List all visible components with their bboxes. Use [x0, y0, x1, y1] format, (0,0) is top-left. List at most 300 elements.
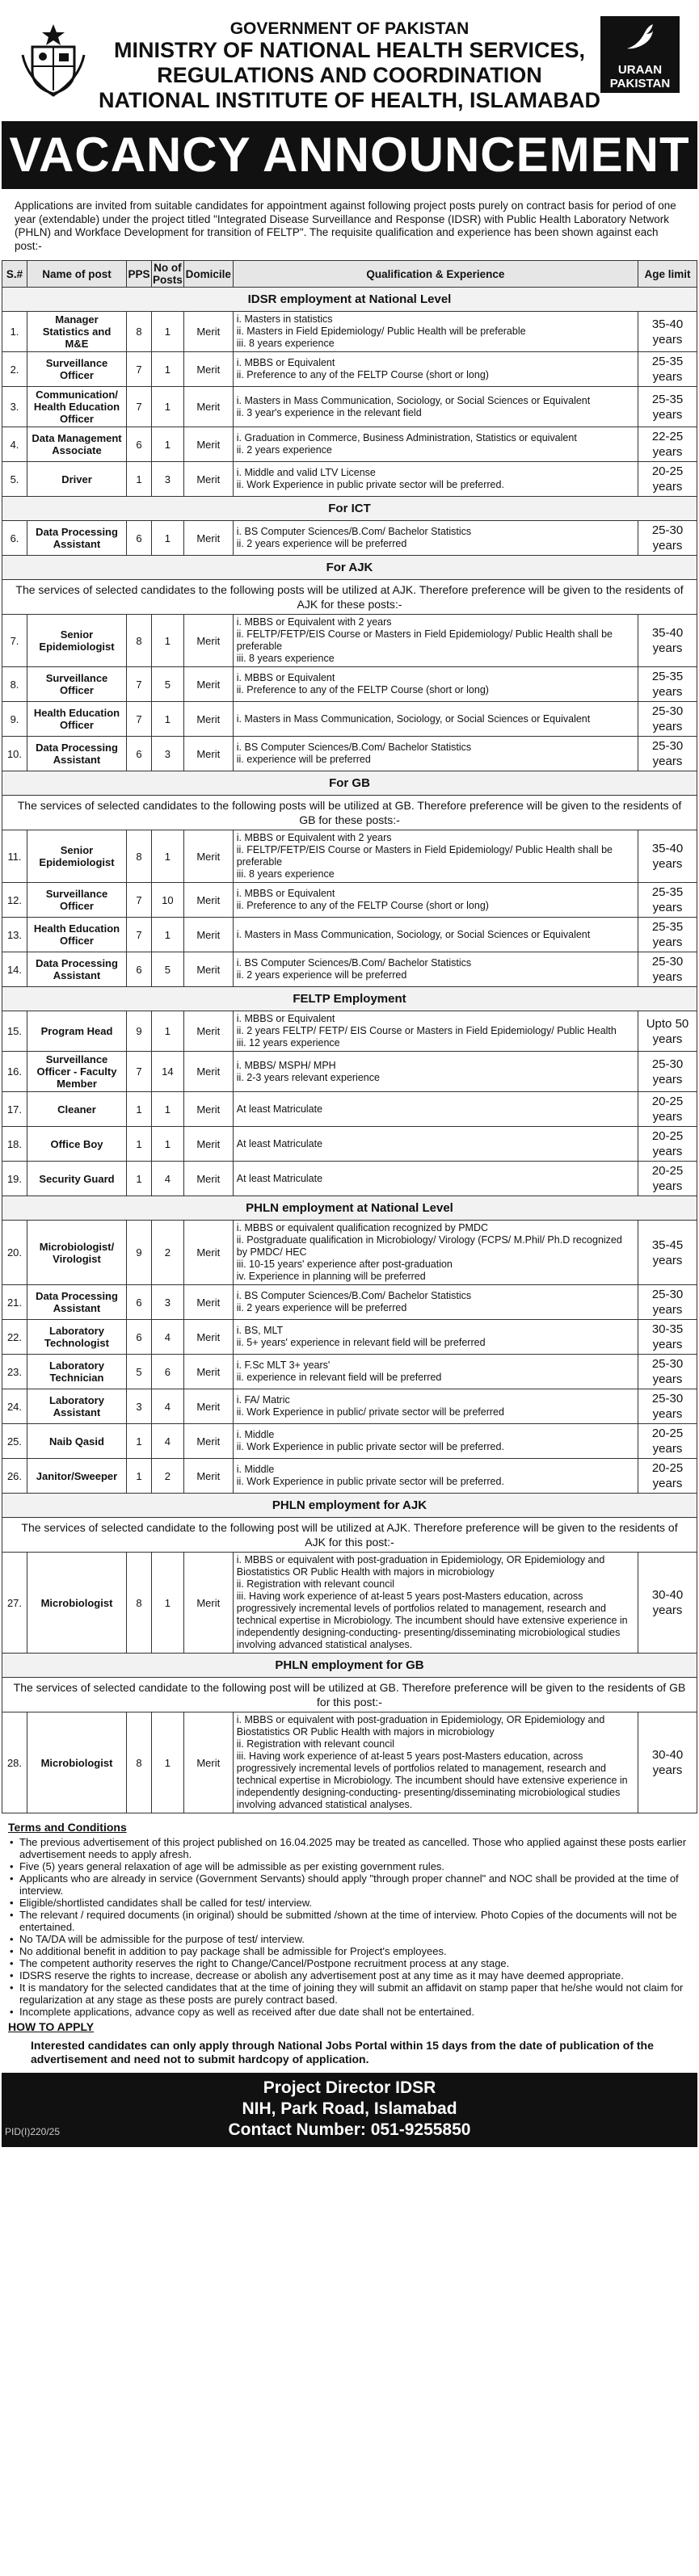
qualification-line: i. MBBS or Equivalent with 2 years	[236, 832, 392, 843]
cell-post-name: Cleaner	[27, 1092, 127, 1127]
cell-domicile: Merit	[183, 952, 233, 987]
terms-item: • It is mandatory for the selected candidates that at the time of joining they will submit an affidavit on stamp paper that he/she would not claim for regularization at any stage as these posts are purely contract based.	[19, 1981, 691, 2006]
cell-post-name: Naib Qasid	[27, 1424, 127, 1459]
qualification-line: i. Middle and valid LTV License	[236, 467, 376, 478]
cell-sno: 21.	[2, 1285, 27, 1320]
cell-post-name: Janitor/Sweeper	[27, 1459, 127, 1494]
cell-no-of-posts: 4	[152, 1424, 184, 1459]
qualification-line: ii. FELTP/FETP/EIS Course or Masters in Field Epidemiology/ Public Health shall be preferable	[236, 628, 613, 652]
cell-age-limit: 25-30 years	[638, 952, 697, 987]
cell-domicile: Merit	[183, 1127, 233, 1162]
table-row	[2, 1221, 697, 1285]
cell-domicile: Merit	[183, 1011, 233, 1052]
table-row	[2, 1553, 697, 1654]
cell-domicile: Merit	[183, 427, 233, 462]
cell-sno: 27.	[2, 1553, 27, 1654]
cell-qualification	[233, 352, 638, 387]
cell-age-limit: Upto 50 years	[638, 1011, 697, 1052]
cell-no-of-posts: 6	[152, 1355, 184, 1389]
cell-post-name: Health Education Officer	[27, 702, 127, 737]
cell-no-of-posts: 4	[152, 1320, 184, 1355]
qualification-line: ii. experience in relevant field will be preferred	[236, 1372, 442, 1383]
table-row	[2, 667, 697, 702]
cell-sno: 1.	[2, 312, 27, 352]
cell-sno: 9.	[2, 702, 27, 737]
cell-domicile: Merit	[183, 1389, 233, 1424]
cell-pps: 1	[127, 462, 152, 497]
terms-item: • No additional benefit in addition to pay package shall be admissible for Project's employees.	[19, 1945, 691, 1957]
cell-pps: 6	[127, 1285, 152, 1320]
cell-domicile: Merit	[183, 1459, 233, 1494]
terms-item: • The relevant / required documents (in original) should be submitted /shown at the time of interview. Photo Copies of the documents will not be entertained.	[19, 1909, 691, 1933]
cell-sno: 11.	[2, 830, 27, 883]
qualification-line: ii. 2 years experience will be preferred	[236, 538, 407, 549]
qualification-line: ii. 5+ years' experience in relevant field will be preferred	[236, 1337, 486, 1348]
cell-post-name: Manager Statistics and M&E	[27, 312, 127, 352]
cell-no-of-posts: 1	[152, 1553, 184, 1654]
cell-age-limit: 35-40 years	[638, 830, 697, 883]
cell-domicile: Merit	[183, 1553, 233, 1654]
qualification-line: i. Masters in Mass Communication, Sociology, or Social Sciences or Equivalent	[236, 928, 591, 940]
terms-item: • Applicants who are already in service (Government Servants) should apply "through proper channel" and NOC shall be provided at the time of interview.	[19, 1872, 691, 1897]
section-note: The services of selected candidate to the following post will be utilized at AJK. Therefore preference will be given to the residents of AJK for this post:-	[2, 1518, 697, 1553]
cell-post-name: Surveillance Officer	[27, 352, 127, 387]
cell-domicile: Merit	[183, 462, 233, 497]
terms-item: • IDSRS reserve the rights to increase, decrease or abolish any advertisement post at any time as it may have deemed appropriate.	[19, 1969, 691, 1981]
qualification-line: i. BS Computer Sciences/B.Com/ Bachelor Statistics	[236, 526, 472, 537]
cell-qualification	[233, 1389, 638, 1424]
cell-no-of-posts: 5	[152, 952, 184, 987]
section-title: For GB	[2, 771, 697, 796]
qualification-line: i. MBBS/ MSPH/ MPH	[236, 1059, 336, 1071]
cell-pps: 7	[127, 387, 152, 427]
cell-qualification	[233, 883, 638, 918]
cell-qualification	[233, 1127, 638, 1162]
cell-pps: 7	[127, 667, 152, 702]
table-row	[2, 1459, 697, 1494]
cell-qualification	[233, 1424, 638, 1459]
cell-age-limit: 25-30 years	[638, 702, 697, 737]
cell-qualification	[233, 1355, 638, 1389]
section-row	[2, 771, 697, 796]
cell-pps: 8	[127, 830, 152, 883]
cell-qualification	[233, 702, 638, 737]
table-row	[2, 918, 697, 952]
qualification-line: ii. Preference to any of the FELTP Course (short or long)	[236, 684, 489, 695]
cell-qualification	[233, 952, 638, 987]
cell-sno: 20.	[2, 1221, 27, 1285]
cell-age-limit: 20-25 years	[638, 1424, 697, 1459]
cell-qualification	[233, 830, 638, 883]
cell-no-of-posts: 1	[152, 918, 184, 952]
section-note: The services of selected candidate to the following post will be utilized at GB. Therefore preference will be given to the residents of GB for this post:-	[2, 1678, 697, 1712]
qualification-line: iii. Having work experience of at-least 5 years post-Masters education, across progressively incremental levels of portfolios related to management, research and technical expertise in Microbiology. The incumbent should have extensive experience in independently designing-conducting- presenting/disseminating microbiological studies involving advanced statistical analyses.	[236, 1591, 628, 1650]
terms-item: • The previous advertisement of this project published on 16.04.2025 may be treated as cancelled. Those who applied against these posts earlier advertisement needs to apply afresh.	[19, 1836, 691, 1860]
cell-domicile: Merit	[183, 883, 233, 918]
cell-age-limit: 35-40 years	[638, 615, 697, 667]
cell-qualification	[233, 667, 638, 702]
cell-no-of-posts: 1	[152, 615, 184, 667]
qualification-line: ii. 2 years experience will be preferred	[236, 1302, 407, 1313]
cell-pps: 1	[127, 1424, 152, 1459]
cell-no-of-posts: 14	[152, 1052, 184, 1092]
cell-age-limit: 20-25 years	[638, 1127, 697, 1162]
qualification-line: i. MBBS or Equivalent	[236, 1013, 335, 1024]
qualification-line: ii. 2 years experience will be preferred	[236, 969, 407, 981]
cell-sno: 14.	[2, 952, 27, 987]
qualification-line: ii. experience will be preferred	[236, 754, 371, 765]
section-note-row	[2, 580, 697, 615]
terms-item: • Eligible/shortlisted candidates shall be called for test/ interview.	[19, 1897, 691, 1909]
cell-qualification	[233, 462, 638, 497]
cell-no-of-posts: 3	[152, 1285, 184, 1320]
cell-no-of-posts: 1	[152, 1712, 184, 1813]
cell-age-limit: 25-35 years	[638, 883, 697, 918]
footer-director: Project Director IDSR	[263, 2078, 436, 2097]
section-title: PHLN employment for AJK	[2, 1494, 697, 1518]
cell-no-of-posts: 1	[152, 1011, 184, 1052]
cell-post-name: Surveillance Officer	[27, 667, 127, 702]
cell-post-name: Laboratory Technologist	[27, 1320, 127, 1355]
cell-age-limit: 25-35 years	[638, 667, 697, 702]
qualification-line: iii. 12 years experience	[236, 1037, 340, 1048]
cell-qualification	[233, 918, 638, 952]
qualification-line: ii. 2 years FELTP/ FETP/ EIS Course or Masters in Field Epidemiology/ Public Health	[236, 1025, 617, 1036]
cell-post-name: Data Management Associate	[27, 427, 127, 462]
cell-sno: 17.	[2, 1092, 27, 1127]
cell-domicile: Merit	[183, 312, 233, 352]
cell-domicile: Merit	[183, 737, 233, 771]
cell-domicile: Merit	[183, 1285, 233, 1320]
cell-sno: 3.	[2, 387, 27, 427]
cell-pps: 9	[127, 1221, 152, 1285]
qualification-line: ii. Preference to any of the FELTP Course (short or long)	[236, 900, 489, 911]
pid-number: PID(I)220/25	[5, 2126, 61, 2137]
cell-pps: 6	[127, 1320, 152, 1355]
cell-no-of-posts: 1	[152, 387, 184, 427]
cell-sno: 18.	[2, 1127, 27, 1162]
cell-sno: 15.	[2, 1011, 27, 1052]
cell-qualification	[233, 1221, 638, 1285]
cell-post-name: Laboratory Technician	[27, 1355, 127, 1389]
terms-title: Terms and Conditions	[8, 1821, 127, 1834]
cell-no-of-posts: 1	[152, 427, 184, 462]
cell-pps: 7	[127, 918, 152, 952]
cell-qualification	[233, 1162, 638, 1196]
cell-domicile: Merit	[183, 667, 233, 702]
cell-qualification	[233, 427, 638, 462]
cell-post-name: Laboratory Assistant	[27, 1389, 127, 1424]
qualification-line: ii. Work Experience in public private sector will be preferred.	[236, 1441, 504, 1452]
section-note-row	[2, 1518, 697, 1553]
cell-sno: 8.	[2, 667, 27, 702]
cell-post-name: Microbiologist	[27, 1712, 127, 1813]
cell-pps: 9	[127, 1011, 152, 1052]
cell-no-of-posts: 4	[152, 1389, 184, 1424]
cell-sno: 10.	[2, 737, 27, 771]
header-posts: No of Posts	[153, 262, 183, 286]
cell-age-limit: 25-30 years	[638, 1389, 697, 1424]
cell-pps: 8	[127, 615, 152, 667]
table-row	[2, 615, 697, 667]
cell-qualification	[233, 737, 638, 771]
qualification-line: iii. 10-15 years' experience after post-graduation	[236, 1259, 453, 1270]
qualification-line: i. MBBS or Equivalent with 2 years	[236, 616, 392, 628]
uraan-pakistan-logo	[600, 16, 680, 103]
qualification-line: i. MBBS or Equivalent	[236, 888, 335, 899]
cell-post-name: Health Education Officer	[27, 918, 127, 952]
vacancy-page	[2, 0, 697, 2147]
vacancy-banner: VACANCY ANNOUNCEMENT	[2, 121, 697, 189]
cell-domicile: Merit	[183, 1221, 233, 1285]
how-to-apply-title: HOW TO APPLY	[8, 2020, 95, 2033]
cell-pps: 8	[127, 312, 152, 352]
table-body	[2, 288, 697, 1813]
cell-age-limit: 20-25 years	[638, 1162, 697, 1196]
cell-sno: 4.	[2, 427, 27, 462]
cell-qualification	[233, 521, 638, 556]
terms-item: • Incomplete applications, advance copy as well as received after due date shall not be entertained.	[19, 2006, 691, 2018]
cell-age-limit: 35-45 years	[638, 1221, 697, 1285]
qualification-line: ii. Preference to any of the FELTP Course (short or long)	[236, 369, 489, 380]
cell-no-of-posts: 1	[152, 1092, 184, 1127]
section-title: FELTP Employment	[2, 987, 697, 1011]
cell-no-of-posts: 3	[152, 737, 184, 771]
table-row	[2, 1355, 697, 1389]
cell-age-limit: 25-30 years	[638, 1052, 697, 1092]
ministry-title-line2: REGULATIONS AND COORDINATION	[157, 63, 542, 87]
table-row	[2, 737, 697, 771]
ministry-title-line1: MINISTRY OF NATIONAL HEALTH SERVICES,	[113, 38, 586, 62]
cell-pps: 6	[127, 952, 152, 987]
section-row	[2, 1196, 697, 1221]
cell-domicile: Merit	[183, 702, 233, 737]
cell-age-limit: 25-30 years	[638, 1285, 697, 1320]
table-row	[2, 1052, 697, 1092]
cell-no-of-posts: 1	[152, 352, 184, 387]
cell-domicile: Merit	[183, 1712, 233, 1813]
qualification-line: i. BS Computer Sciences/B.Com/ Bachelor Statistics	[236, 1290, 472, 1301]
header-pps: PPS	[127, 261, 152, 288]
cell-qualification	[233, 312, 638, 352]
cell-sno: 6.	[2, 521, 27, 556]
qualification-line: i. MBBS or Equivalent	[236, 357, 335, 368]
qualification-line: i. BS, MLT	[236, 1325, 284, 1336]
table-row	[2, 1011, 697, 1052]
qualification-line: ii. Registration with relevant council	[236, 1738, 394, 1750]
table-row	[2, 1092, 697, 1127]
cell-domicile: Merit	[183, 1052, 233, 1092]
section-row	[2, 1494, 697, 1518]
table-row	[2, 1285, 697, 1320]
cell-pps: 6	[127, 427, 152, 462]
cell-no-of-posts: 5	[152, 667, 184, 702]
table-row	[2, 427, 697, 462]
cell-pps: 6	[127, 737, 152, 771]
cell-sno: 25.	[2, 1424, 27, 1459]
cell-sno: 13.	[2, 918, 27, 952]
section-title: PHLN employment at National Level	[2, 1196, 697, 1221]
qualification-line: i. Masters in Mass Communication, Sociology, or Social Sciences or Equivalent	[236, 394, 591, 406]
cell-pps: 7	[127, 883, 152, 918]
section-row	[2, 556, 697, 580]
cell-domicile: Merit	[183, 1162, 233, 1196]
cell-pps: 1	[127, 1459, 152, 1494]
table-row	[2, 952, 697, 987]
table-row	[2, 1712, 697, 1813]
cell-age-limit: 20-25 years	[638, 1092, 697, 1127]
cell-no-of-posts: 1	[152, 702, 184, 737]
cell-qualification	[233, 1712, 638, 1813]
terms-list	[8, 1836, 691, 2018]
cell-sno: 22.	[2, 1320, 27, 1355]
cell-age-limit: 25-35 years	[638, 387, 697, 427]
cell-post-name: Senior Epidemiologist	[27, 615, 127, 667]
qualification-line: iii. Having work experience of at-least 5 years post-Masters education, across progressively incremental levels of portfolios related to management, research and technical expertise in Microbiology. The incumbent should have extensive experience in independently designing-conducting- presenting/disseminating microbiological studies involving advanced statistical analyses.	[236, 1750, 628, 1810]
cell-qualification	[233, 1320, 638, 1355]
qualification-line: iii. 8 years experience	[236, 653, 335, 664]
cell-domicile: Merit	[183, 615, 233, 667]
cell-post-name: Microbiologist	[27, 1553, 127, 1654]
cell-sno: 26.	[2, 1459, 27, 1494]
qualification-line: i. MBBS or equivalent with post-graduation in Epidemiology, OR Epidemiology and Biostatistics OR Public Health with majors in microbiology	[236, 1554, 605, 1578]
government-title: GOVERNMENT OF PAKISTAN	[229, 19, 470, 38]
cell-post-name: Surveillance Officer - Faculty Member	[27, 1052, 127, 1092]
qualification-line: i. FA/ Matric	[236, 1394, 290, 1406]
section-title: IDSR employment at National Level	[2, 288, 697, 312]
qualification-line: ii. Registration with relevant council	[236, 1578, 394, 1590]
qualification-line: iii. 8 years experience	[236, 338, 335, 349]
section-row	[2, 497, 697, 521]
qualification-line: i. MBBS or equivalent with post-graduation in Epidemiology, OR Epidemiology and Biostatistics OR Public Health with majors in microbiology	[236, 1714, 605, 1738]
cell-no-of-posts: 1	[152, 521, 184, 556]
intro-paragraph: Applications are invited from suitable candidates for appointment against following project posts purely on contract basis for period of one year (extendable) under the project titled "Integrated Disease Surveillance and Response (IDSR) with Public Health Laboratory Network (PHLN) and Workface Development for transition of FELTP". The requisite qualification and experience has been shown against each post:-	[15, 200, 676, 252]
section-title: For AJK	[2, 556, 697, 580]
cell-domicile: Merit	[183, 1424, 233, 1459]
cell-domicile: Merit	[183, 521, 233, 556]
section-row	[2, 987, 697, 1011]
cell-sno: 19.	[2, 1162, 27, 1196]
section-note: The services of selected candidates to the following posts will be utilized at AJK. Therefore preference will be given to the residents of AJK for these posts:-	[2, 580, 697, 615]
qualification-line: ii. 3 year's experience in the relevant field	[236, 406, 422, 418]
cell-sno: 5.	[2, 462, 27, 497]
header-sno: S.#	[2, 261, 27, 288]
header-domicile: Domicile	[183, 261, 233, 288]
cell-qualification	[233, 1285, 638, 1320]
qualification-line: i. Middle	[236, 1464, 275, 1475]
qualification-line: ii. FELTP/FETP/EIS Course or Masters in Field Epidemiology/ Public Health shall be preferable	[236, 844, 613, 868]
table-row	[2, 462, 697, 497]
cell-sno: 2.	[2, 352, 27, 387]
cell-post-name: Data Processing Assistant	[27, 1285, 127, 1320]
table-row	[2, 352, 697, 387]
qualification-line: i. Graduation in Commerce, Business Administration, Statistics or equivalent	[236, 432, 577, 443]
institute-title: NATIONAL INSTITUTE OF HEALTH, ISLAMABAD	[99, 88, 600, 112]
cell-age-limit: 25-30 years	[638, 1355, 697, 1389]
cell-pps: 1	[127, 1092, 152, 1127]
table-header-row	[2, 261, 697, 288]
qualification-line: At least Matriculate	[236, 1137, 323, 1149]
qualification-line: i. Masters in statistics	[236, 313, 333, 325]
bird-icon	[600, 16, 680, 61]
table-row	[2, 312, 697, 352]
cell-age-limit: 25-30 years	[638, 737, 697, 771]
cell-pps: 7	[127, 702, 152, 737]
section-row	[2, 1654, 697, 1678]
cell-qualification	[233, 615, 638, 667]
cell-no-of-posts: 2	[152, 1459, 184, 1494]
cell-pps: 7	[127, 352, 152, 387]
cell-no-of-posts: 3	[152, 462, 184, 497]
terms-item: • The competent authority reserves the right to Change/Cancel/Postpone recruitment process at any stage.	[19, 1957, 691, 1969]
cell-no-of-posts: 10	[152, 883, 184, 918]
qualification-line: At least Matriculate	[236, 1172, 323, 1184]
cell-qualification	[233, 1459, 638, 1494]
cell-sno: 28.	[2, 1712, 27, 1813]
qualification-line: ii. Work Experience in public/ private sector will be preferred	[236, 1406, 504, 1418]
contact-footer	[2, 2073, 697, 2147]
qualification-line: ii. Postgraduate qualification in Microbiology/ Virology (FCPS/ M.Phil/ Ph.D recognized by PMDC/ HEC	[236, 1234, 622, 1258]
cell-pps: 6	[127, 521, 152, 556]
terms-item: • No TA/DA will be admissible for the purpose of test/ interview.	[19, 1933, 691, 1945]
cell-post-name: Security Guard	[27, 1162, 127, 1196]
logo-text: URAAN PAKISTAN	[600, 61, 680, 93]
cell-post-name: Senior Epidemiologist	[27, 830, 127, 883]
terms-section	[2, 1813, 697, 2033]
header-qualification: Qualification & Experience	[233, 261, 638, 288]
cell-post-name: Data Processing Assistant	[27, 737, 127, 771]
cell-no-of-posts: 2	[152, 1221, 184, 1285]
table-row	[2, 883, 697, 918]
cell-qualification	[233, 387, 638, 427]
table-row	[2, 1162, 697, 1196]
qualification-line: i. BS Computer Sciences/B.Com/ Bachelor Statistics	[236, 957, 472, 969]
cell-domicile: Merit	[183, 918, 233, 952]
cell-age-limit: 30-35 years	[638, 1320, 697, 1355]
header-age: Age limit	[638, 261, 697, 288]
table-row	[2, 521, 697, 556]
government-emblem-icon	[21, 23, 86, 97]
cell-age-limit: 20-25 years	[638, 1459, 697, 1494]
table-row	[2, 702, 697, 737]
cell-pps: 5	[127, 1355, 152, 1389]
qualification-line: ii. Masters in Field Epidemiology/ Public Health will be preferable	[236, 326, 526, 337]
cell-domicile: Merit	[183, 1355, 233, 1389]
qualification-line: i. MBBS or equivalent qualification recognized by PMDC	[236, 1222, 489, 1233]
table-row	[2, 1424, 697, 1459]
cell-pps: 8	[127, 1712, 152, 1813]
cell-domicile: Merit	[183, 387, 233, 427]
cell-sno: 7.	[2, 615, 27, 667]
qualification-line: ii. Work Experience in public private sector will be preferred.	[236, 1476, 504, 1487]
cell-sno: 16.	[2, 1052, 27, 1092]
cell-post-name: Driver	[27, 462, 127, 497]
cell-sno: 23.	[2, 1355, 27, 1389]
qualification-line: ii. Work Experience in public private sector will be preferred.	[236, 479, 504, 490]
section-note-row	[2, 1678, 697, 1712]
qualification-line: i. Middle	[236, 1429, 275, 1440]
footer-contact: Contact Number: 051-9255850	[228, 2120, 471, 2139]
cell-no-of-posts: 4	[152, 1162, 184, 1196]
cell-qualification	[233, 1553, 638, 1654]
cell-post-name: Communication/ Health Education Officer	[27, 387, 127, 427]
cell-pps: 1	[127, 1162, 152, 1196]
cell-post-name: Data Processing Assistant	[27, 952, 127, 987]
table-row	[2, 1320, 697, 1355]
section-note: The services of selected candidates to the following posts will be utilized at GB. Therefore preference will be given to the residents of GB for these posts:-	[2, 796, 697, 830]
section-title: For ICT	[2, 497, 697, 521]
qualification-line: iii. 8 years experience	[236, 868, 335, 880]
